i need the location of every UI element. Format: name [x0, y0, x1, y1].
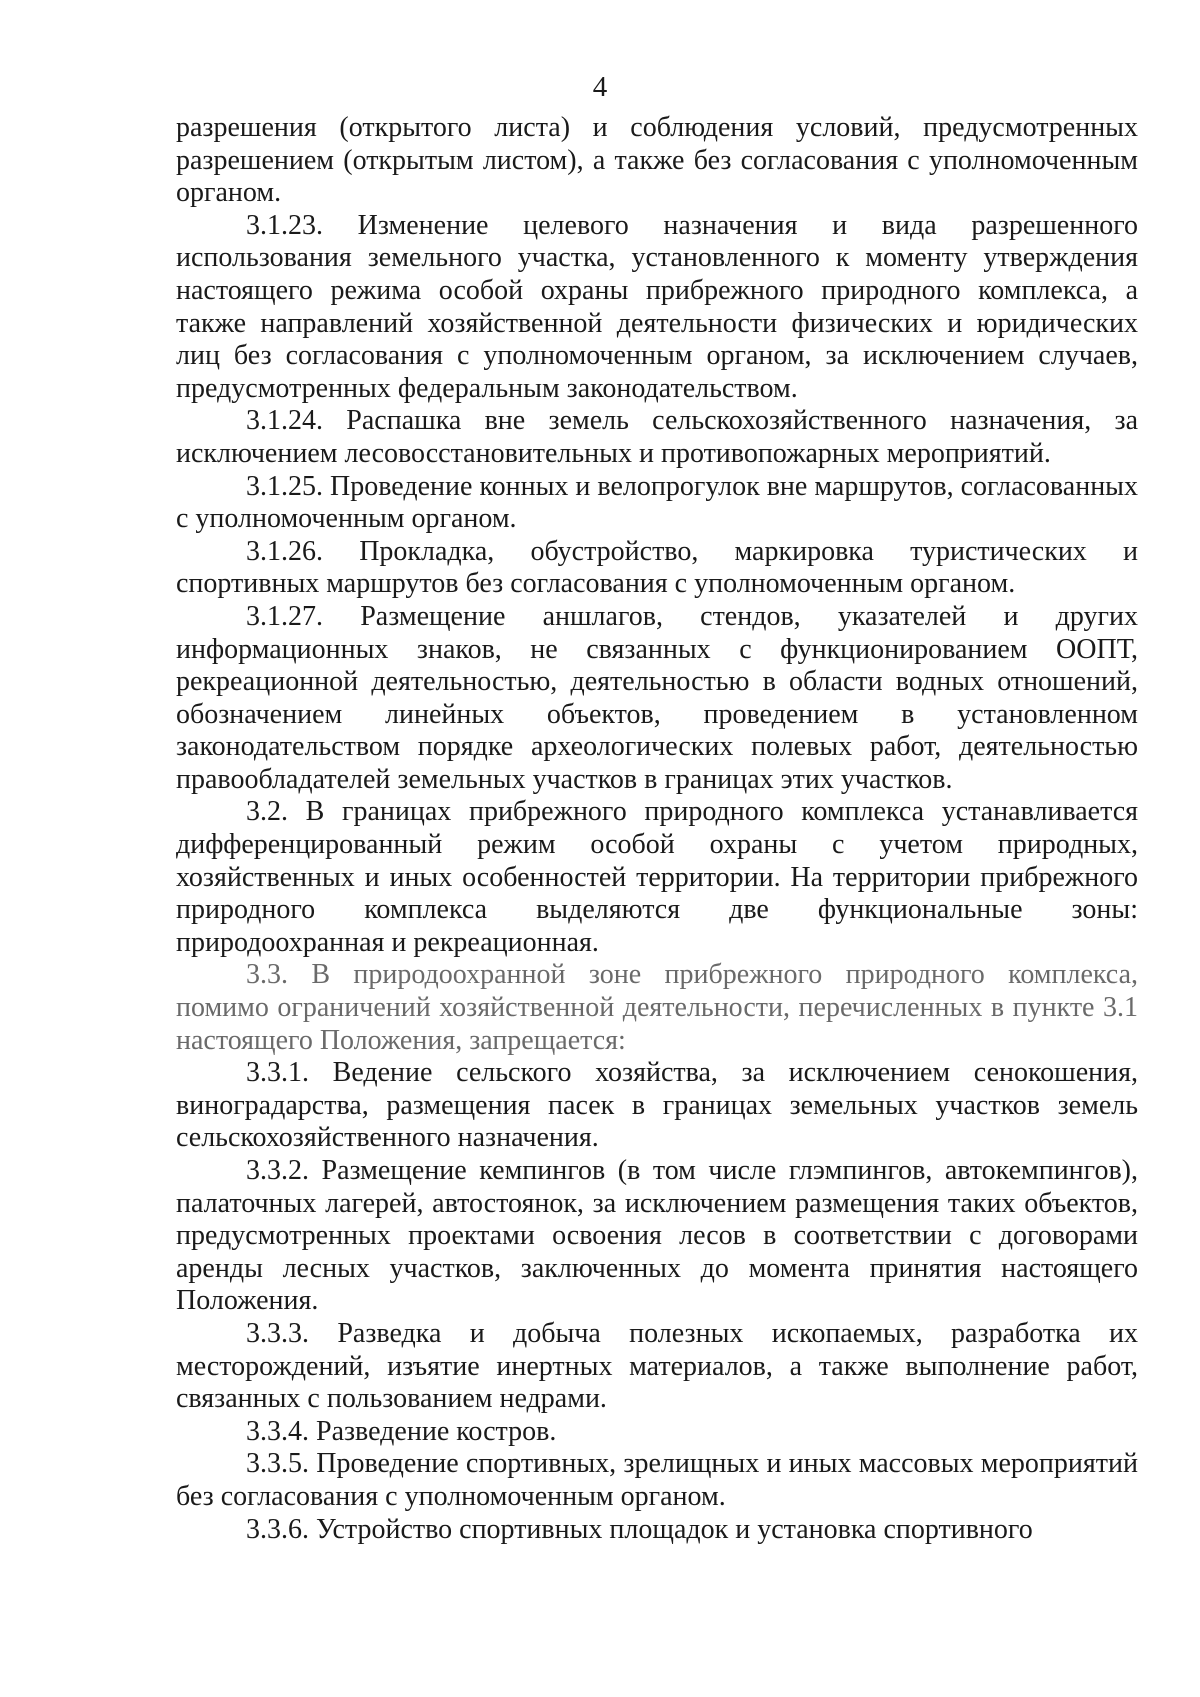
- paragraph-3-1-24: 3.1.24. Распашка вне земель сельскохозяйственного назначения, за исключением лесовосстановительных и противопожарных мероприятий.: [176, 405, 1138, 469]
- paragraph-3-1-25: 3.1.25. Проведение конных и велопрогулок вне маршрутов, согласованных с уполномоченным органом.: [176, 470, 1138, 535]
- paragraph-3-3: 3.3. В природоохранной зоне прибрежного природного комплекса, помимо ограничений хозяйственной деятельности, перечисленных в пункте 3.1 настоящего Положения, запрещается:: [176, 959, 1138, 1056]
- paragraph-3-3-6: 3.3.6. Устройство спортивных площадок и установка спортивного: [246, 1513, 1033, 1545]
- paragraph-3-3-3: 3.3.3. Разведка и добыча полезных ископаемых, разработка их месторождений, изъятие инертных материалов, а также выполнение работ, связанных с пользованием недрами.: [176, 1317, 1138, 1415]
- paragraph-3-3-2: 3.3.2. Размещение кемпингов (в том числе глэмпингов, автокемпингов), палаточных лагерей, автостоянок, за исключением размещения таких объектов, предусмотренных проектами освоения лесов в соответствии с договорами аренды лесных участков, заключенных до момента принятия настоящего Положения.: [176, 1155, 1138, 1317]
- paragraph-continuation: разрешения (открытого листа) и соблюдения условий, предусмотренных разрешением (открытым листом), а также без согласования с уполномоченным органом.: [176, 112, 1138, 209]
- document-body: [176, 112, 1138, 1546]
- page-number: 4: [592, 71, 608, 103]
- paragraph-3-3-1: 3.3.1. Ведение сельского хозяйства, за исключением сенокошения, виноградарства, размещения пасек в границах земельных участков земель сельскохозяйственного назначения.: [176, 1057, 1138, 1154]
- paragraph-3-1-27: 3.1.27. Размещение аншлагов, стендов, указателей и других информационных знаков, не связанных с функционированием ООПТ, рекреационной деятельностью, деятельностью в области водных отношений, обозначением линейных объектов, проведением в установленном законодательством порядке археологических полевых работ, деятельностью правообладателей земельных участков в границах этих участков.: [176, 600, 1138, 795]
- paragraph-3-2: 3.2. В границах прибрежного природного комплекса устанавливается дифференцированный режим особой охраны с учетом природных, хозяйственных и иных особенностей территории. На территории прибрежного природного комплекса выделяются две функциональные зоны: природоохранная и рекреационная.: [176, 796, 1138, 958]
- paragraph-3-3-4: 3.3.4. Разведение костров.: [246, 1415, 557, 1447]
- paragraph-3-1-26: 3.1.26. Прокладка, обустройство, маркировка туристических и спортивных маршрутов без согласования с уполномоченным органом.: [176, 535, 1138, 600]
- paragraph-3-3-5: 3.3.5. Проведение спортивных, зрелищных и иных массовых мероприятий без согласования с уполномоченным органом.: [176, 1448, 1138, 1512]
- paragraph-3-1-23: 3.1.23. Изменение целевого назначения и вида разрешенного использования земельного участка, установленного к моменту утверждения настоящего режима особой охраны прибрежного природного комплекса, а также направлений хозяйственной деятельности физических и юридических лиц без согласования с уполномоченным органом, за исключением случаев, предусмотренных федеральным законодательством.: [176, 209, 1138, 404]
